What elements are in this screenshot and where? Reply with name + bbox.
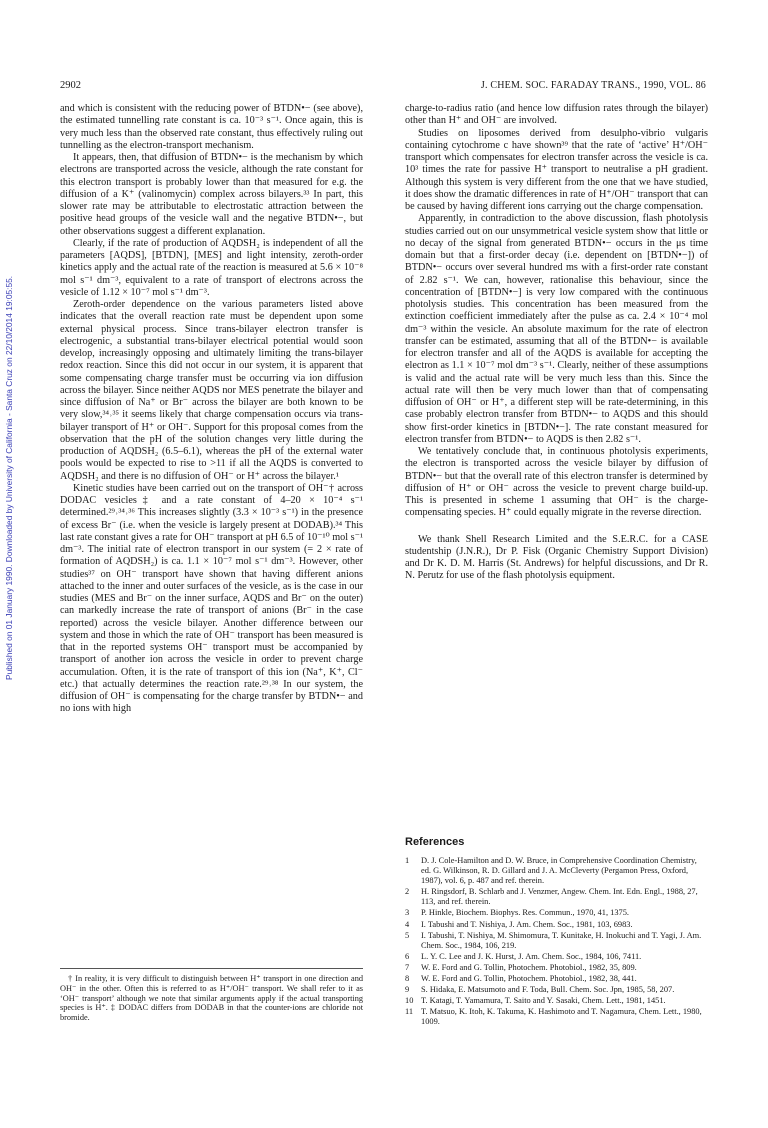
reference-item xyxy=(405,887,708,907)
reference-text: D. J. Cole-Hamilton and D. W. Bruce, in Comprehensive Coordination Chemistry, ed. G. Wilkinson, R. D. Gillard and J. A. McCleverty (Pergamon Press, Oxford, 1987), vol. 6, p. 487 and ref. therein. xyxy=(421,856,697,886)
acknowledgement: We thank Shell Research Limited and the S.E.R.C. for a CASE studentship (J.N.R.), Dr P. Fisk (Organic Chemistry Support Division) and Dr K. D. M. Harris (St. Andrews) for helpful discussions, and Dr R. N. Perutz for use of the flash photolysis equipment. xyxy=(405,533,708,582)
reference-number: 11 xyxy=(405,1007,414,1017)
reference-number: 10 xyxy=(405,996,414,1006)
download-watermark: Published on 01 January 1990. Downloaded by University of California - Santa Cruz on 22/10/2014 19:05:55. xyxy=(4,275,14,680)
reference-item xyxy=(405,963,708,973)
reference-item xyxy=(405,856,708,886)
reference-text: L. Y. C. Lee and J. K. Hurst, J. Am. Chem. Soc., 1984, 106, 7411. xyxy=(421,951,642,961)
footnote: † In reality, it is very difficult to distinguish between H⁺ transport in one direction and OH⁻ in the other. Often this is referred to as H⁺/OH⁻ transport. We shall refer to it as ‘OH⁻ transport’ although we note that similar arguments apply if the actual transporting species is H⁺. ‡ DODAC differs from DODAB in that the counter-ions are chloride not bromide. xyxy=(60,974,363,1023)
reference-text: P. Hinkle, Biochem. Biophys. Res. Commun., 1970, 41, 1375. xyxy=(421,908,629,918)
body-paragraph: We tentatively conclude that, in continuous photolysis experiments, the electron is transported across the vesicle bilayer by diffusion of BTDN•− but that the overall rate of this electron transfer is determined by diffusion of H⁺ or OH⁻ across the vesicle to prevent charge build-up. This is presented in scheme 1 assuming that OH⁻ is the charge-compensating species. H⁺ could equally migrate in the reverse direction. xyxy=(405,446,708,519)
reference-number: 4 xyxy=(405,919,410,929)
reference-item xyxy=(405,952,708,962)
reference-item xyxy=(405,985,708,995)
body-paragraph: and which is consistent with the reducing power of BTDN•− (see above), the estimated tunnelling rate constant is ca. 10⁻³ s⁻¹. Once again, this is very much less than the observed rate constant, thus effectively ruling out tunnelling as the electron-transport mechanism. xyxy=(60,103,363,151)
reference-number: 3 xyxy=(405,908,410,918)
reference-text: H. Ringsdorf, B. Schlarb and J. Venzmer, Angew. Chem. Int. Edn. Engl., 1988, 27, 113, and ref. therein. xyxy=(421,887,698,907)
reference-item xyxy=(405,1007,708,1027)
body-paragraph: Clearly, if the rate of production of AQDSH₂ is independent of all the parameters [AQDS], [BTDN], [MES] and light intensity, zeroth-order kinetics apply and the actual rate of the reaction is measured at 5.6 × 10⁻⁸ mol s⁻¹ dm⁻³, equivalent to a rate of transport of electrons across the vesicle of 1.12 × 10⁻⁷ mol s⁻¹ dm⁻³. xyxy=(60,237,363,298)
page-number: 2902 xyxy=(60,80,81,91)
reference-item xyxy=(405,931,708,951)
body-paragraph: charge-to-radius ratio (and hence low diffusion rates through the bilayer) other than H⁺ and OH⁻ are involved. xyxy=(405,103,708,127)
reference-item xyxy=(405,920,708,930)
reference-number: 6 xyxy=(405,951,410,961)
running-head: J. CHEM. SOC. FARADAY TRANS., 1990, VOL. 86 xyxy=(480,80,706,91)
body-paragraph: It appears, then, that diffusion of BTDN•− is the mechanism by which electrons are transported across the vesicle, although the rate constant for this electron transport is probably lower than that measured for e.g. the diffusion of a K⁺ (valinomycin) complex across bilayers.³³ In part, this slower rate may be attributable to electrostatic attraction between the positive head groups of the vesicle wall and the negative BTDN•−, but other observations suggest a different explanation. xyxy=(60,152,363,237)
reference-text: I. Tabushi and T. Nishiya, J. Am. Chem. Soc., 1981, 103, 6983. xyxy=(421,919,633,929)
reference-item xyxy=(405,908,708,918)
references-heading: References xyxy=(405,836,465,848)
reference-number: 8 xyxy=(405,974,410,984)
reference-text: T. Matsuo, K. Itoh, K. Takuma, K. Hashimoto and T. Nagamura, Chem. Lett., 1980, 1009. xyxy=(421,1007,702,1027)
right-column xyxy=(405,103,708,583)
left-column xyxy=(60,103,363,716)
reference-text: W. E. Ford and G. Tollin, Photochem. Photobiol., 1982, 38, 441. xyxy=(421,974,637,984)
reference-number: 1 xyxy=(405,856,410,865)
reference-list xyxy=(405,856,708,1029)
reference-text: I. Tabushi, T. Nishiya, M. Shimomura, T. Kunitake, H. Inokuchi and T. Yagi, J. Am. Chem. Soc., 1984, 106, 219. xyxy=(421,930,702,950)
body-paragraph: Zeroth-order dependence on the various parameters listed above indicates that the overall reaction rate must be dependent upon some external physical process. Since trans-bilayer electron transfer is electrogenic, a substantial trans-bilayer electrical potential would soon develop, increasingly opposing and ultimately limiting the trans-bilayer redox reaction. Since this did not occur in our system, it is apparent that some compensating charge transfer must be occurring via ion diffusion across the bilayer. Since neither AQDS nor MES penetrate the bilayer and since diffusion of Na⁺ or Br⁻ across the bilayer are both known to be very slow,³⁴˒³⁵ it seems likely that charge compensation occurs via trans-bilayer transport of H⁺ or OH⁻. Support for this proposal comes from the observation that the pH of the solution changes very little during the production of AQDSH₂ (6.5–6.1), whereas the pH of the external water pools would be expected to rise to >11 if all the AQDS is converted to AQDSH₂ and there is no diffusion of OH⁻ or H⁺ across the bilayer.¹ xyxy=(60,299,363,482)
reference-item xyxy=(405,974,708,984)
reference-number: 2 xyxy=(405,887,410,897)
body-paragraph: Studies on liposomes derived from desulpho-vibrio vulgaris containing cytochrome c have shown³⁹ that the rate of ‘active’ H⁺/OH⁻ transport which compensates for electron transfer across the vesicle is ca. 10³ times the rate for passive H⁺ transport to neutralise a pH gradient. Although this system is very different from the one that we have studied, it does show the dramatic differences in rate of H⁺/OH⁻ transport that can be caused by having different ions carrying out the charge compensation. xyxy=(405,127,708,212)
reference-text: T. Katagi, T. Yamamura, T. Saito and Y. Sasaki, Chem. Lett., 1981, 1451. xyxy=(421,996,666,1006)
reference-number: 7 xyxy=(405,962,410,972)
reference-text: W. E. Ford and G. Tollin, Photochem. Photobiol., 1982, 35, 809. xyxy=(421,962,637,972)
reference-text: S. Hidaka, E. Matsumoto and F. Toda, Bull. Chem. Soc. Jpn, 1985, 58, 207. xyxy=(421,985,675,995)
body-paragraph: Apparently, in contradiction to the above discussion, flash photolysis studies carried out on our unsymmetrical vesicle system show that little or no decay of the signal from generated BTDN•− occurs in the μs time domain but that a first-order decay (i.e. dependent on [BTDN•−]) of BTDN•− occurs over several hundred ms with a first-order rate constant of 2.82 s⁻¹. We can, however, rationalise this behaviour, since the concentration of [BTDN•−] is very low compared with the continuous photolysis studies. This concentration has been measured from the extinction coefficient immediately after the pulse as ca. 2.4 × 10⁻⁴ mol dm⁻³ within the vesicle. An absolute maximum for the rate of electron transfer can be estimated, assuming that all of the BTDN•− is available for electron transfer and all of the AQDS is available for accepting the electron as 1.1 × 10⁻⁷ mol dm⁻³ s⁻¹. Clearly, neither of these assumptions is valid and the actual rate will be very much less than this. Since the actual rate will then be very much lower than that of compensating diffusion of OH⁻ or H⁺, a different step will be rate-determining, in this case probably electron transfer from BTDN•− to AQDS and this should show first-order kinetics in [BTDN•−]. The rate constant measured for electron transfer from BTDN•− to AQDS is then 2.82 s⁻¹. xyxy=(405,213,708,445)
reference-number: 5 xyxy=(405,930,410,940)
reference-number: 9 xyxy=(405,985,410,995)
reference-item xyxy=(405,996,708,1006)
body-paragraph: Kinetic studies have been carried out on the transport of OH⁻† across DODAC vesicles‡ and a rate constant of 4–20 × 10⁻⁴ s⁻¹ determined.²⁹˒³⁴˒³⁶ This increases slightly (3.3 × 10⁻³ s⁻¹) in the presence of excess Br⁻ (i.e. when the vesicle is largely present at DODAB).³⁴ This last rate constant gives a rate for OH⁻ transport at pH 6.5 of 10⁻¹⁰ mol s⁻¹ dm⁻³. The initial rate of electron transport in our system (= 2 × rate of formation of AQDSH₂) is ca. 1.1 × 10⁻⁷ mol s⁻¹ dm⁻³. However, other studies³⁷ on OH⁻ transport have shown that having different anions attached to the inner and outer surfaces of the vesicle, as is the case in our studies (MES and Br⁻ on the inner surface, AQDS and Br⁻ on the outer) can markedly increase the rate of transport of anions (Br⁻ in the case reported) across the vesicle bilayer. Another difference between our system and those in which the rate of OH⁻ transport has been measured is that in the reported systems OH⁻ transport must be accompanied by transport of another ion across the vesicle in order to prevent charge accumulation. Often, it is the rate of transport of this ion (Na⁺, K⁺, Cl⁻ etc.) that actually determines the reaction rate.²⁹˒³⁸ In our system, the diffusion of OH⁻ is compensating for the charge transfer by BTDN•− and no ions with high xyxy=(60,482,364,715)
footnote-rule xyxy=(60,968,363,969)
